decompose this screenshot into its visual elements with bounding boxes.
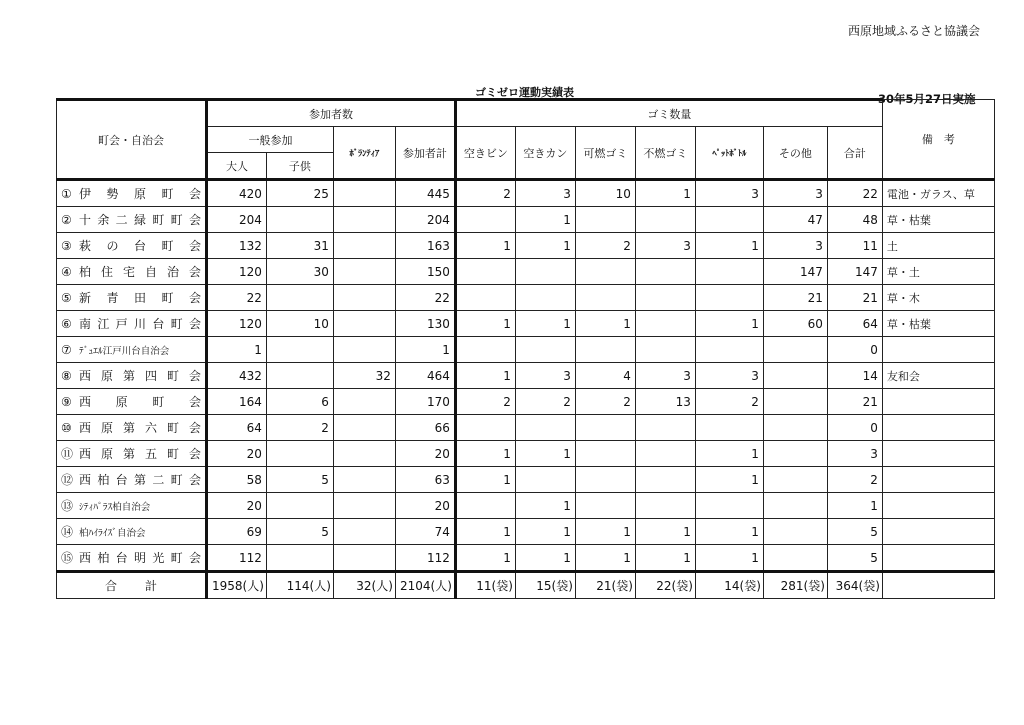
cell-vol	[333, 337, 395, 363]
total-pet: 14(袋)	[695, 572, 763, 599]
town-name: 西 柏 台 第 二 町 会	[79, 473, 201, 487]
cell-burn: 1	[575, 545, 635, 572]
town-name-cell	[57, 493, 207, 519]
cell-nonburn	[635, 259, 695, 285]
cell-child: 10	[266, 311, 333, 337]
table-row	[57, 207, 995, 233]
town-name: 西 原 町 会	[79, 395, 201, 409]
row-number: ⑤	[61, 290, 72, 305]
cell-can: 1	[515, 545, 575, 572]
cell-other: 60	[763, 311, 827, 337]
cell-burn	[575, 285, 635, 311]
town-name-cell	[57, 545, 207, 572]
cell-pet: 1	[695, 467, 763, 493]
cell-pet	[695, 493, 763, 519]
town-name-cell	[57, 441, 207, 467]
cell-other	[763, 337, 827, 363]
cell-bottle: 1	[455, 441, 515, 467]
cell-can: 1	[515, 493, 575, 519]
cell-remarks: 草・枯葉	[882, 207, 994, 233]
town-name: 西 原 第 五 町 会	[79, 447, 201, 461]
cell-child	[266, 337, 333, 363]
cell-vol: 32	[333, 363, 395, 389]
cell-burn: 10	[575, 180, 635, 207]
cell-ptotal: 130	[395, 311, 455, 337]
cell-vol	[333, 467, 395, 493]
cell-pet: 2	[695, 389, 763, 415]
cell-remarks	[882, 441, 994, 467]
cell-ptotal: 20	[395, 441, 455, 467]
cell-bottle: 1	[455, 545, 515, 572]
cell-other: 3	[763, 180, 827, 207]
cell-bottle: 2	[455, 389, 515, 415]
cell-other: 147	[763, 259, 827, 285]
cell-ptotal: 204	[395, 207, 455, 233]
cell-pet: 1	[695, 441, 763, 467]
cell-remarks	[882, 493, 994, 519]
cell-ptotal: 1	[395, 337, 455, 363]
row-number: ⑥	[61, 316, 72, 331]
cell-burn: 2	[575, 233, 635, 259]
row-number: ⑨	[61, 394, 72, 409]
row-number: ⑭	[61, 525, 74, 539]
cell-other	[763, 389, 827, 415]
town-name: 西 原 第 四 町 会	[79, 369, 201, 383]
cell-total: 11	[827, 233, 882, 259]
header-town: 町会・自治会	[57, 100, 207, 180]
cell-remarks	[882, 337, 994, 363]
table-row	[57, 519, 995, 545]
cell-ptotal: 445	[395, 180, 455, 207]
total-other: 281(袋)	[763, 572, 827, 599]
cell-total: 14	[827, 363, 882, 389]
cell-can: 3	[515, 180, 575, 207]
cell-bottle: 1	[455, 311, 515, 337]
cell-burn	[575, 259, 635, 285]
cell-ptotal: 464	[395, 363, 455, 389]
cell-adult: 64	[207, 415, 267, 441]
cell-adult: 1	[207, 337, 267, 363]
header-can: 空きカン	[515, 127, 575, 180]
header-nonburnable: 不燃ゴミ	[635, 127, 695, 180]
cell-vol	[333, 207, 395, 233]
cell-can: 1	[515, 311, 575, 337]
cell-pet: 1	[695, 519, 763, 545]
cell-adult: 20	[207, 441, 267, 467]
cell-other	[763, 467, 827, 493]
town-name-cell	[57, 337, 207, 363]
cell-adult: 132	[207, 233, 267, 259]
page-title: ゴミゼロ運動実績表	[475, 86, 574, 99]
cell-total: 5	[827, 519, 882, 545]
cell-adult: 58	[207, 467, 267, 493]
cell-bottle: 2	[455, 180, 515, 207]
cell-burn	[575, 207, 635, 233]
cell-burn: 1	[575, 519, 635, 545]
town-name-cell	[57, 415, 207, 441]
total-can: 15(袋)	[515, 572, 575, 599]
cell-vol	[333, 311, 395, 337]
cell-other: 21	[763, 285, 827, 311]
total-ptotal: 2104(人)	[395, 572, 455, 599]
town-name-cell	[57, 259, 207, 285]
table-row	[57, 389, 995, 415]
cell-remarks: 友和会	[882, 363, 994, 389]
cell-child: 5	[266, 519, 333, 545]
cell-bottle: 1	[455, 233, 515, 259]
cell-bottle: 1	[455, 467, 515, 493]
cell-can: 2	[515, 389, 575, 415]
cell-bottle	[455, 259, 515, 285]
cell-other	[763, 415, 827, 441]
cell-child: 30	[266, 259, 333, 285]
row-number: ⑦	[61, 342, 72, 357]
cell-nonburn: 3	[635, 363, 695, 389]
header-child: 子供	[266, 153, 333, 180]
organization-name: 西原地域ふるさと協議会	[847, 24, 980, 38]
town-name: ｼﾃｨﾊﾟﾗｽ柏自治会	[79, 501, 151, 513]
total-remarks-empty	[882, 572, 994, 599]
town-name-cell	[57, 233, 207, 259]
cell-remarks	[882, 545, 994, 572]
row-number: ③	[61, 238, 72, 253]
cell-total: 0	[827, 415, 882, 441]
town-name: 西 柏 台 明 光 町 会	[79, 551, 201, 565]
table-row	[57, 467, 995, 493]
town-name-cell	[57, 311, 207, 337]
cell-child	[266, 493, 333, 519]
cell-burn	[575, 493, 635, 519]
cell-adult: 22	[207, 285, 267, 311]
town-name-cell	[57, 467, 207, 493]
cell-remarks	[882, 519, 994, 545]
cell-adult: 204	[207, 207, 267, 233]
cell-nonburn	[635, 207, 695, 233]
cell-total: 22	[827, 180, 882, 207]
cell-can	[515, 259, 575, 285]
cell-vol	[333, 519, 395, 545]
cell-child	[266, 363, 333, 389]
town-name-cell	[57, 363, 207, 389]
cell-total: 1	[827, 493, 882, 519]
table-row	[57, 180, 995, 207]
cell-child	[266, 545, 333, 572]
header-participants: 参加者数	[207, 100, 456, 127]
cell-ptotal: 22	[395, 285, 455, 311]
cell-burn: 2	[575, 389, 635, 415]
cell-total: 2	[827, 467, 882, 493]
row-number: ⑩	[61, 420, 72, 435]
cell-nonburn	[635, 311, 695, 337]
town-name-cell	[57, 207, 207, 233]
header-pet-bottle: ﾍﾟｯﾄﾎﾞﾄﾙ	[695, 127, 763, 180]
table-row	[57, 285, 995, 311]
cell-bottle	[455, 337, 515, 363]
town-name: 西 原 第 六 町 会	[79, 421, 201, 435]
cell-can	[515, 285, 575, 311]
header-row-1	[57, 100, 995, 127]
cell-vol	[333, 415, 395, 441]
cell-adult: 164	[207, 389, 267, 415]
cell-remarks	[882, 389, 994, 415]
cell-pet	[695, 337, 763, 363]
cell-nonburn: 13	[635, 389, 695, 415]
table-row	[57, 415, 995, 441]
cell-bottle	[455, 415, 515, 441]
header-participant-total: 参加者計	[395, 127, 455, 180]
cell-ptotal: 170	[395, 389, 455, 415]
town-name: 柏 住 宅 自 治 会	[79, 265, 201, 279]
cell-can: 3	[515, 363, 575, 389]
cell-nonburn: 1	[635, 545, 695, 572]
town-name-cell	[57, 389, 207, 415]
town-name: 萩 の 台 町 会	[79, 239, 201, 253]
header-adult: 大人	[207, 153, 267, 180]
cell-child: 6	[266, 389, 333, 415]
cell-ptotal: 112	[395, 545, 455, 572]
totals-label	[57, 572, 207, 599]
row-number: ⑧	[61, 368, 72, 383]
header-volunteer: ﾎﾞﾗﾝﾃｨｱ	[333, 127, 395, 180]
header-garbage: ゴミ数量	[455, 100, 882, 127]
town-name: 伊 勢 原 町 会	[79, 187, 201, 201]
row-number: ⑪	[61, 447, 74, 461]
cell-pet: 1	[695, 233, 763, 259]
cell-remarks: 草・土	[882, 259, 994, 285]
cell-burn	[575, 441, 635, 467]
cell-burn: 1	[575, 311, 635, 337]
cell-nonburn	[635, 415, 695, 441]
cell-nonburn	[635, 441, 695, 467]
cell-adult: 432	[207, 363, 267, 389]
row-number: ①	[61, 186, 72, 201]
row-number: ④	[61, 264, 72, 279]
cell-nonburn: 3	[635, 233, 695, 259]
cell-vol	[333, 285, 395, 311]
cell-can: 1	[515, 519, 575, 545]
cell-vol	[333, 545, 395, 572]
town-name: 新 青 田 町 会	[79, 291, 201, 305]
cell-total: 147	[827, 259, 882, 285]
cell-adult: 420	[207, 180, 267, 207]
cell-adult: 112	[207, 545, 267, 572]
cell-adult: 120	[207, 311, 267, 337]
town-name-cell	[57, 519, 207, 545]
cell-pet: 3	[695, 180, 763, 207]
header-total: 合計	[827, 127, 882, 180]
cell-can: 1	[515, 441, 575, 467]
cell-vol	[333, 180, 395, 207]
cell-total: 21	[827, 285, 882, 311]
event-date: 30年5月27日実施	[878, 92, 976, 106]
total-total: 364(袋)	[827, 572, 882, 599]
cell-bottle: 1	[455, 519, 515, 545]
totals-label-char: 合	[104, 579, 117, 593]
cell-can: 1	[515, 207, 575, 233]
cell-pet	[695, 207, 763, 233]
cell-child	[266, 441, 333, 467]
total-burn: 21(袋)	[575, 572, 635, 599]
table-row	[57, 337, 995, 363]
town-name-cell	[57, 285, 207, 311]
cell-ptotal: 74	[395, 519, 455, 545]
town-name: 南 江 戸 川 台 町 会	[79, 317, 201, 331]
cell-pet: 3	[695, 363, 763, 389]
cell-burn	[575, 415, 635, 441]
cell-burn: 4	[575, 363, 635, 389]
cell-bottle	[455, 493, 515, 519]
cell-remarks: 草・枯葉	[882, 311, 994, 337]
cell-other: 47	[763, 207, 827, 233]
cell-child: 25	[266, 180, 333, 207]
cell-other	[763, 441, 827, 467]
cell-ptotal: 150	[395, 259, 455, 285]
cell-bottle: 1	[455, 363, 515, 389]
total-adult: 1958(人)	[207, 572, 267, 599]
cell-other	[763, 363, 827, 389]
cell-total: 64	[827, 311, 882, 337]
header-other: その他	[763, 127, 827, 180]
cell-other	[763, 545, 827, 572]
table-row	[57, 363, 995, 389]
cell-remarks	[882, 415, 994, 441]
table-row	[57, 259, 995, 285]
row-number: ⑮	[61, 551, 74, 565]
header-remarks: 備 考	[882, 100, 994, 180]
town-name: 柏ﾊｲﾗｲｽﾞ自治会	[79, 527, 146, 539]
cell-remarks: 草・木	[882, 285, 994, 311]
table-row	[57, 545, 995, 572]
totals-row	[57, 572, 995, 599]
table-row	[57, 311, 995, 337]
town-name: ﾃﾞｭｴﾙ江戸川台自治会	[79, 345, 170, 357]
row-number: ⑬	[61, 499, 74, 513]
cell-other: 3	[763, 233, 827, 259]
header-burnable: 可燃ゴミ	[575, 127, 635, 180]
cell-nonburn: 1	[635, 180, 695, 207]
cell-total: 48	[827, 207, 882, 233]
cell-remarks	[882, 467, 994, 493]
cell-total: 21	[827, 389, 882, 415]
cell-pet: 1	[695, 311, 763, 337]
header-general: 一般参加	[207, 127, 334, 153]
cell-other	[763, 519, 827, 545]
row-number: ②	[61, 212, 72, 227]
cell-pet	[695, 259, 763, 285]
cell-child: 5	[266, 467, 333, 493]
cell-vol	[333, 441, 395, 467]
cell-nonburn: 1	[635, 519, 695, 545]
cell-nonburn	[635, 337, 695, 363]
cell-ptotal: 66	[395, 415, 455, 441]
cell-remarks: 電池・ガラス、草	[882, 180, 994, 207]
cell-total: 0	[827, 337, 882, 363]
totals-label-char: 計	[144, 579, 157, 593]
cell-total: 3	[827, 441, 882, 467]
header-bottle: 空きビン	[455, 127, 515, 180]
cell-ptotal: 163	[395, 233, 455, 259]
town-name: 十 余 二 緑 町 町 会	[79, 213, 201, 227]
cell-vol	[333, 389, 395, 415]
cell-nonburn	[635, 493, 695, 519]
cell-child: 31	[266, 233, 333, 259]
cell-nonburn	[635, 467, 695, 493]
cell-adult: 120	[207, 259, 267, 285]
cell-burn	[575, 467, 635, 493]
row-number: ⑫	[61, 473, 74, 487]
cell-vol	[333, 493, 395, 519]
cell-nonburn	[635, 285, 695, 311]
total-vol: 32(人)	[333, 572, 395, 599]
total-nonburn: 22(袋)	[635, 572, 695, 599]
cell-can	[515, 467, 575, 493]
cell-pet	[695, 415, 763, 441]
cell-vol	[333, 259, 395, 285]
cell-can	[515, 415, 575, 441]
cell-adult: 69	[207, 519, 267, 545]
cell-remarks: 土	[882, 233, 994, 259]
results-table	[56, 98, 995, 599]
cell-total: 5	[827, 545, 882, 572]
cell-bottle	[455, 285, 515, 311]
cell-can: 1	[515, 233, 575, 259]
table-row	[57, 441, 995, 467]
town-name-cell	[57, 180, 207, 207]
cell-pet: 1	[695, 545, 763, 572]
cell-pet	[695, 285, 763, 311]
cell-child	[266, 207, 333, 233]
table-row	[57, 233, 995, 259]
cell-ptotal: 20	[395, 493, 455, 519]
cell-ptotal: 63	[395, 467, 455, 493]
table-row	[57, 493, 995, 519]
cell-adult: 20	[207, 493, 267, 519]
cell-child: 2	[266, 415, 333, 441]
total-child: 114(人)	[266, 572, 333, 599]
cell-child	[266, 285, 333, 311]
cell-can	[515, 337, 575, 363]
cell-other	[763, 493, 827, 519]
total-bottle: 11(袋)	[455, 572, 515, 599]
cell-bottle	[455, 207, 515, 233]
cell-vol	[333, 233, 395, 259]
cell-burn	[575, 337, 635, 363]
